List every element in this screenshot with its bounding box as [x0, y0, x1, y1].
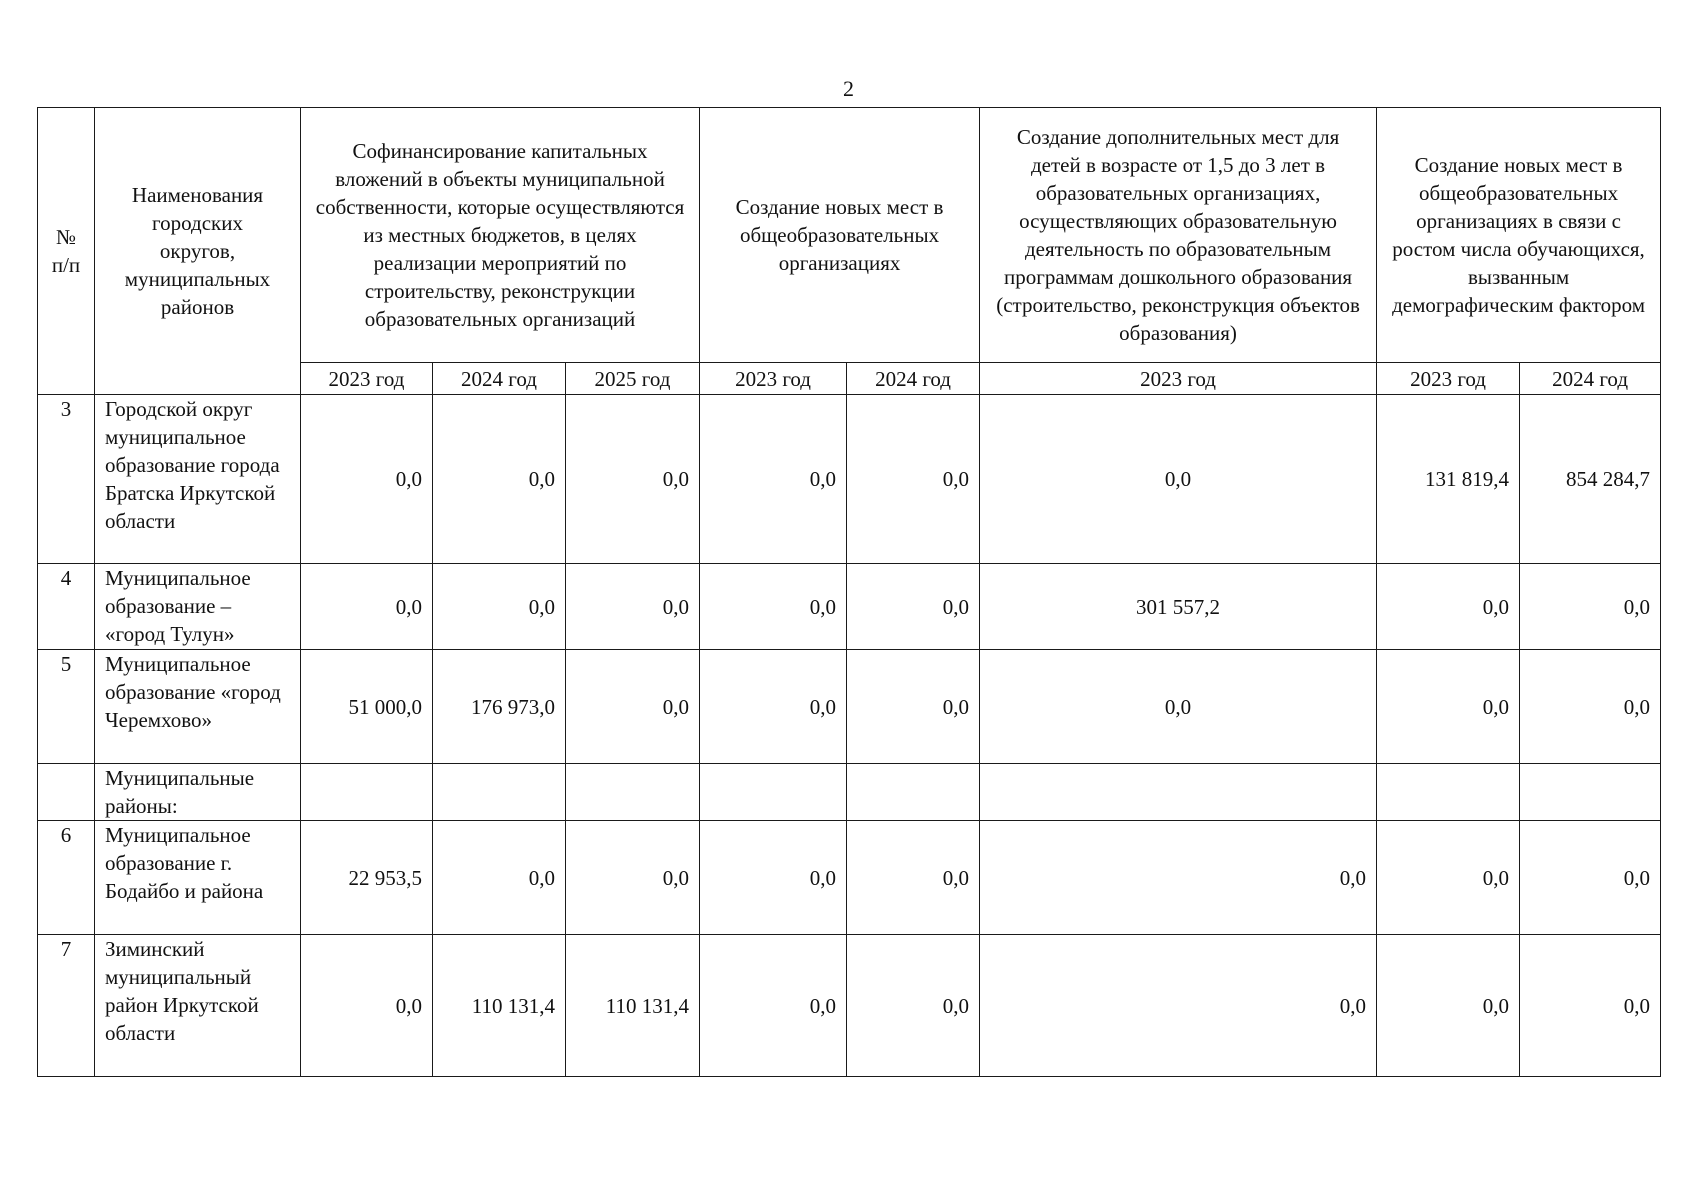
- row-number: 4: [38, 564, 95, 650]
- value-cell: [1377, 764, 1520, 821]
- value-cell: 301 557,2: [980, 564, 1377, 650]
- value-cell: 0,0: [1377, 650, 1520, 764]
- value-cell: 0,0: [433, 821, 566, 935]
- year-header: 2024 год: [433, 363, 566, 395]
- table-row: [38, 650, 1661, 764]
- value-cell: 0,0: [566, 564, 700, 650]
- value-cell: 0,0: [301, 935, 433, 1077]
- value-cell: 0,0: [1520, 564, 1661, 650]
- value-cell: 0,0: [566, 395, 700, 564]
- value-cell: 0,0: [1377, 564, 1520, 650]
- value-cell: 0,0: [847, 650, 980, 764]
- value-cell: 0,0: [566, 821, 700, 935]
- value-cell: [433, 764, 566, 821]
- row-number: [38, 764, 95, 821]
- value-cell: 0,0: [700, 564, 847, 650]
- value-cell: 0,0: [301, 564, 433, 650]
- value-cell: 51 000,0: [301, 650, 433, 764]
- value-cell: [1520, 764, 1661, 821]
- group-header-additional-places-preschool: Создание дополнительных мест для детей в возрасте от 1,5 до 3 лет в образовательных организациях, осуществляющих образовательную деятельность по образовательным программам дошкольного образования (строительство, реконструкция объектов образования): [980, 108, 1377, 363]
- year-header: 2024 год: [847, 363, 980, 395]
- row-number: 3: [38, 395, 95, 564]
- value-cell: 110 131,4: [566, 935, 700, 1077]
- year-header: 2023 год: [980, 363, 1377, 395]
- year-header: 2023 год: [700, 363, 847, 395]
- header-row-groups: [38, 108, 1661, 363]
- num-column-header: № п/п: [38, 108, 95, 395]
- value-cell: 176 973,0: [433, 650, 566, 764]
- table-row: [38, 564, 1661, 650]
- name-column-header: Наименования городских округов, муниципальных районов: [95, 108, 301, 395]
- municipality-name: Муниципальное образование – «город Тулун»: [95, 564, 301, 650]
- value-cell: 0,0: [1377, 821, 1520, 935]
- value-cell: 0,0: [566, 650, 700, 764]
- group-header-new-places: Создание новых мест в общеобразовательных организациях: [700, 108, 980, 363]
- year-header: 2025 год: [566, 363, 700, 395]
- municipality-name: Зиминский муниципальный район Иркутской области: [95, 935, 301, 1077]
- value-cell: 0,0: [700, 650, 847, 764]
- value-cell: 0,0: [433, 564, 566, 650]
- row-number: 5: [38, 650, 95, 764]
- municipality-name: Муниципальное образование г. Бодайбо и района: [95, 821, 301, 935]
- page-number: 2: [843, 76, 854, 101]
- municipality-name: Городской округ муниципальное образование города Братска Иркутской области: [95, 395, 301, 564]
- table-row: [38, 821, 1661, 935]
- year-header: 2023 год: [1377, 363, 1520, 395]
- subsidy-table: [37, 107, 1661, 1077]
- group-header-cofinancing: Софинансирование капитальных вложений в объекты муниципальной собственности, которые осуществляются из местных бюджетов, в целях реализации мероприятий по строительству, реконструкции образовательных организаций: [301, 108, 700, 363]
- row-number: 6: [38, 821, 95, 935]
- value-cell: 131 819,4: [1377, 395, 1520, 564]
- value-cell: 0,0: [700, 935, 847, 1077]
- value-cell: 0,0: [700, 395, 847, 564]
- section-row: [38, 764, 1661, 821]
- row-number: 7: [38, 935, 95, 1077]
- value-cell: [980, 764, 1377, 821]
- value-cell: 22 953,5: [301, 821, 433, 935]
- value-cell: 0,0: [433, 395, 566, 564]
- value-cell: 0,0: [700, 821, 847, 935]
- year-header: 2023 год: [301, 363, 433, 395]
- value-cell: 0,0: [980, 821, 1377, 935]
- year-header: 2024 год: [1520, 363, 1661, 395]
- value-cell: 0,0: [847, 564, 980, 650]
- value-cell: 0,0: [980, 935, 1377, 1077]
- value-cell: 0,0: [980, 395, 1377, 564]
- value-cell: 0,0: [847, 821, 980, 935]
- value-cell: [301, 764, 433, 821]
- value-cell: 0,0: [1520, 650, 1661, 764]
- table-row: [38, 395, 1661, 564]
- value-cell: 0,0: [980, 650, 1377, 764]
- value-cell: 0,0: [847, 935, 980, 1077]
- value-cell: [700, 764, 847, 821]
- value-cell: 0,0: [1377, 935, 1520, 1077]
- table-row: [38, 935, 1661, 1077]
- value-cell: 110 131,4: [433, 935, 566, 1077]
- value-cell: 854 284,7: [1520, 395, 1661, 564]
- value-cell: [847, 764, 980, 821]
- municipality-name: Муниципальное образование «город Черемхово»: [95, 650, 301, 764]
- value-cell: 0,0: [301, 395, 433, 564]
- value-cell: 0,0: [847, 395, 980, 564]
- group-header-new-places-demographic: Создание новых мест в общеобразовательных организациях в связи с ростом числа обучающихся, вызванным демографическим фактором: [1377, 108, 1661, 363]
- value-cell: 0,0: [1520, 821, 1661, 935]
- value-cell: [566, 764, 700, 821]
- section-label: Муниципальные районы:: [95, 764, 301, 821]
- value-cell: 0,0: [1520, 935, 1661, 1077]
